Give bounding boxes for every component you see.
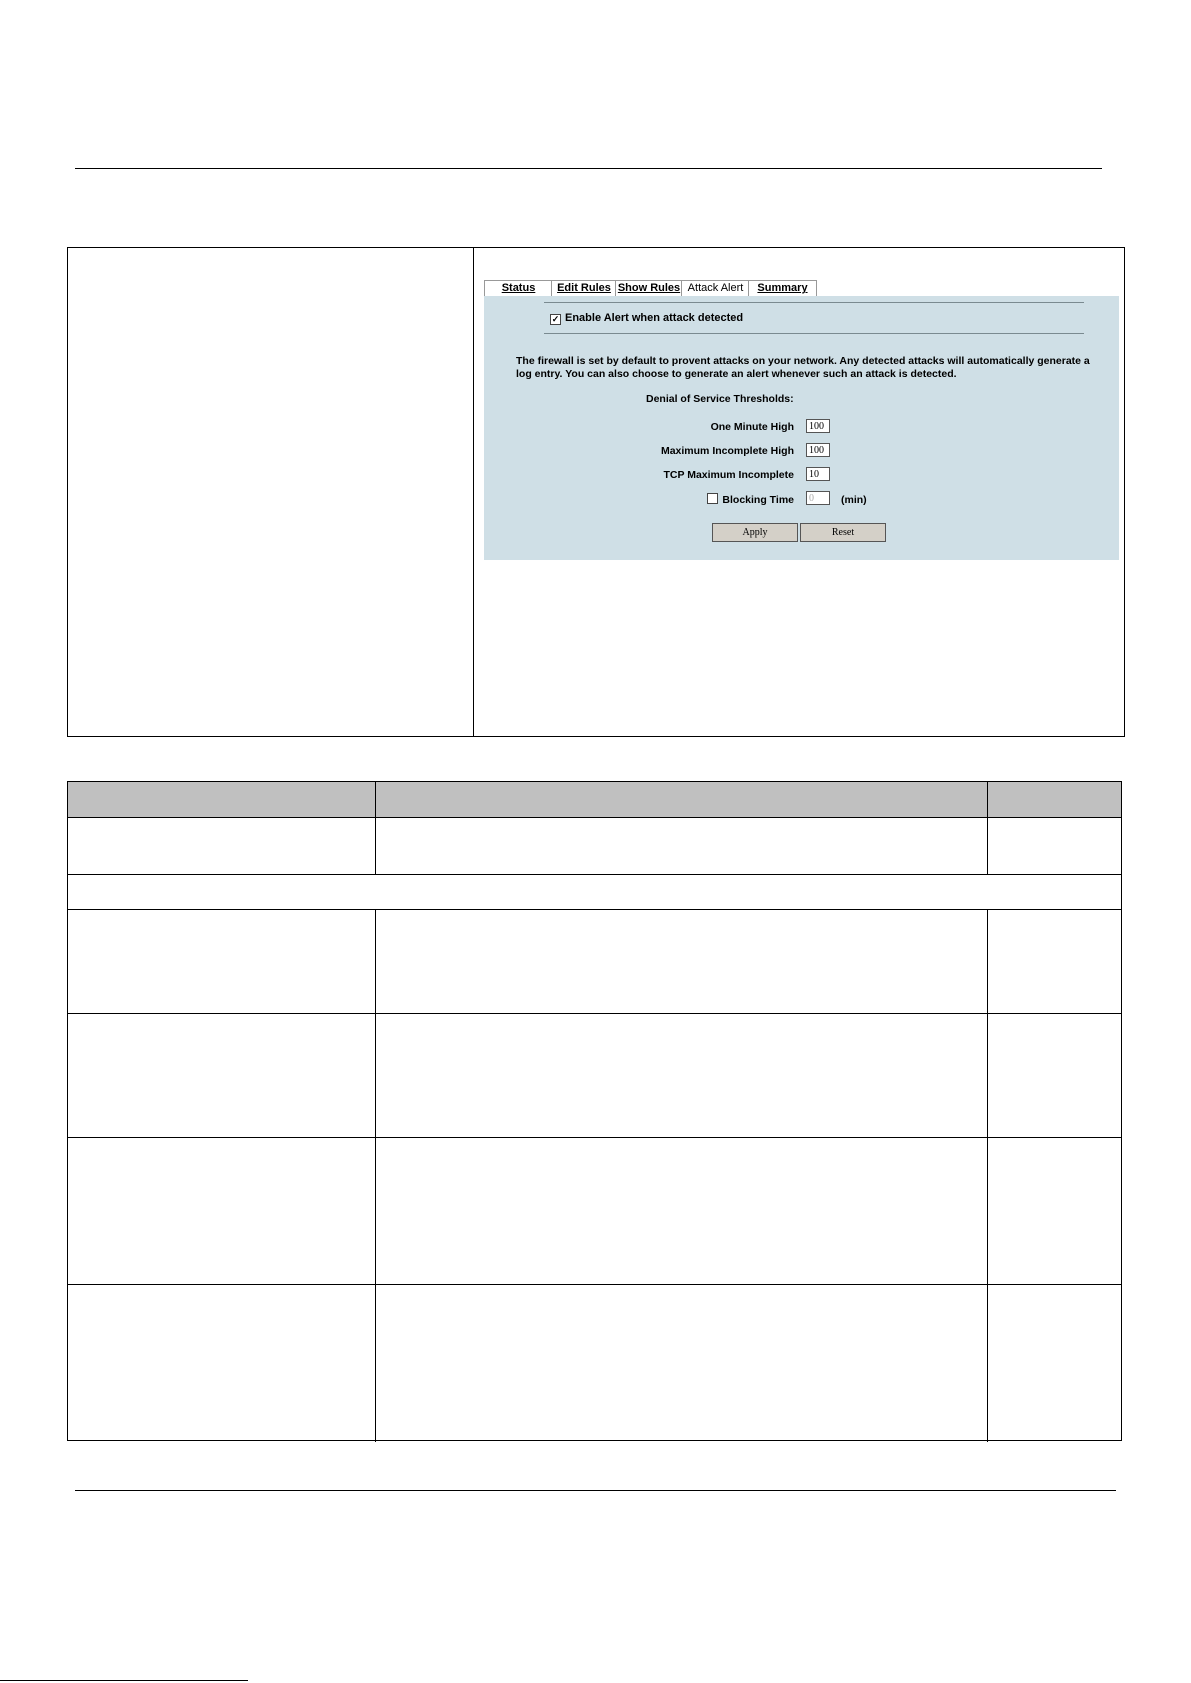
divider [544,333,1084,334]
thresholds-title: Denial of Service Thresholds: [646,393,794,405]
column-divider [375,782,376,874]
enable-alert-row [550,312,743,325]
blocking-time-unit: (min) [841,494,867,506]
footer-rule [75,1490,1116,1491]
tcp-maximum-incomplete-input[interactable]: 10 [806,467,830,481]
enable-alert-label: Enable Alert when attack detected [565,312,744,324]
column-divider [987,782,988,874]
table-rule [68,1284,1121,1285]
blocking-time-label: Blocking Time [722,494,794,506]
table-rule [68,1137,1121,1138]
blocking-time-checkbox[interactable] [707,493,718,504]
one-minute-high-input[interactable]: 100 [806,419,830,433]
table-rule [68,909,1121,910]
divider [544,302,1084,303]
parameter-table [67,781,1122,1441]
blocking-time-input[interactable]: 0 [806,491,830,505]
tab-summary[interactable]: Summary [748,280,817,296]
figure-divider [473,248,474,736]
tcp-maximum-incomplete-label: TCP Maximum Incomplete [663,469,794,481]
one-minute-high-label: One Minute High [710,421,794,433]
table-rule [68,817,1121,818]
table-rule [68,874,1121,875]
footnote-rule [0,1680,248,1681]
blocking-time-row [707,493,794,506]
description-text: The firewall is set by default to provent attacks on your network. Any detected attacks will automatically generate a log entry. You can also choose to generate an alert whenever such an attack is detected. [516,355,1090,380]
reset-button[interactable]: Reset [800,523,886,542]
enable-alert-checkbox[interactable]: ✓ [551,314,560,324]
apply-button[interactable]: Apply [712,523,798,542]
attack-alert-panel [484,296,1119,560]
column-divider [987,909,988,1442]
tab-attack-alert[interactable]: Attack Alert [681,280,750,296]
maximum-incomplete-high-input[interactable]: 100 [806,443,830,457]
table-rule [68,1013,1121,1014]
figure-box [67,247,1125,737]
tab-status[interactable]: Status [484,280,553,296]
tab-show-rules[interactable]: Show Rules [615,280,683,296]
table-header [68,782,1121,817]
header-rule [75,168,1102,169]
tab-edit-rules[interactable]: Edit Rules [551,280,617,296]
column-divider [375,909,376,1442]
maximum-incomplete-high-label: Maximum Incomplete High [660,445,794,457]
